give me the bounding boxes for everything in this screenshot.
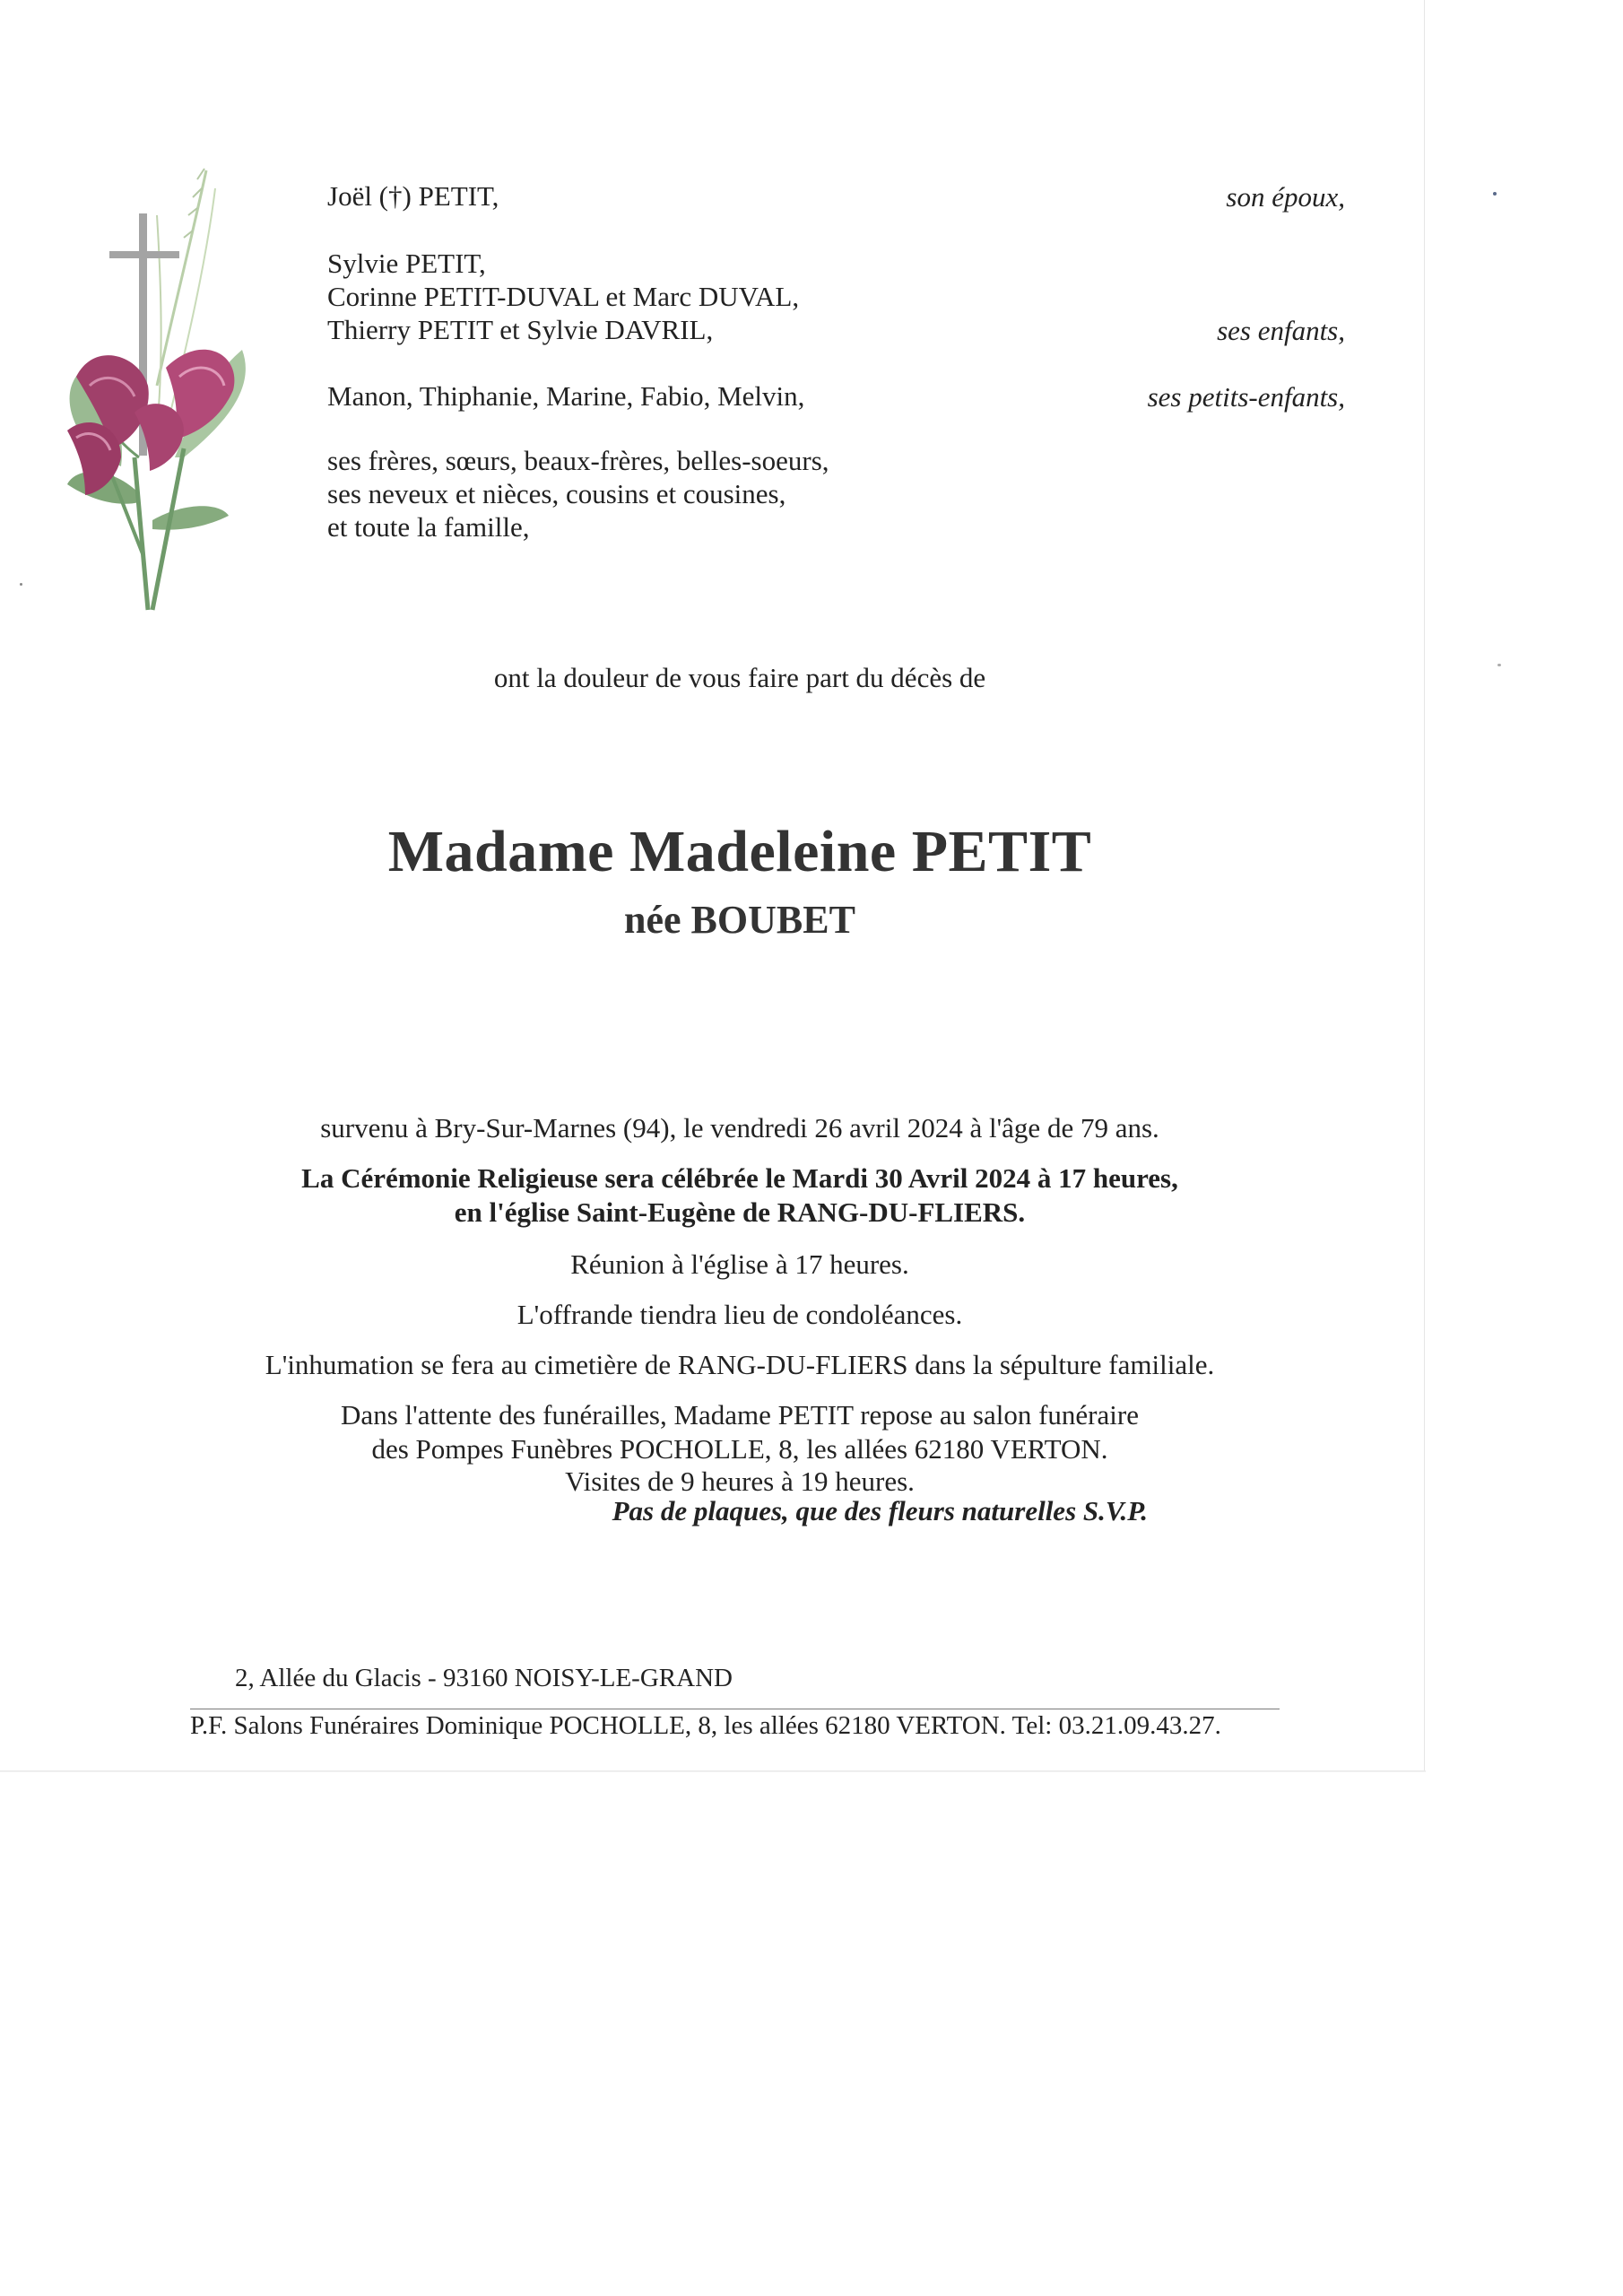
funeral-home-info: P.F. Salons Funéraires Dominique POCHOLLE, 8, les allées 62180 VERTON. Tel: 03.21.09.43.27.	[190, 1711, 1221, 1740]
scanner-background	[0, 1772, 1623, 2296]
children-relation: ses enfants,	[1217, 315, 1345, 346]
deceased-name: Madame Madeleine PETIT	[387, 819, 1092, 884]
rest-info-line: des Pompes Funèbres POCHOLLE, 8, les allées 62180 VERTON.	[371, 1433, 1108, 1465]
meeting-info: Réunion à l'église à 17 heures.	[570, 1248, 909, 1280]
maiden-name: née BOUBET	[624, 898, 855, 942]
scan-speck	[20, 583, 22, 586]
offering-info: L'offrande tiendra lieu de condoléances.	[516, 1299, 963, 1330]
spouse-relation: son époux,	[1226, 181, 1345, 213]
spouse-name: Joël (†) PETIT,	[327, 180, 499, 212]
other-relatives-line: ses frères, sœurs, beaux-frères, belles-soeurs,	[327, 445, 829, 476]
flowers-request: Pas de plaques, que des fleurs naturelles S.V.P.	[612, 1495, 1148, 1526]
scan-speck	[1497, 664, 1501, 666]
burial-info: L'inhumation se fera au cimetière de RANG-DU-FLIERS dans la sépulture familiale.	[265, 1349, 1215, 1380]
grandchildren-relation: ses petits-enfants,	[1147, 381, 1345, 413]
announcement-intro: ont la douleur de vous faire part du décès de	[493, 662, 986, 693]
grandchildren-names: Manon, Thiphanie, Marine, Fabio, Melvin,	[327, 380, 805, 412]
death-details: survenu à Bry-Sur-Marnes (94), le vendredi 26 avril 2024 à l'âge de 79 ans.	[320, 1112, 1159, 1144]
other-relatives-line: ses neveux et nièces, cousins et cousines,	[327, 478, 786, 509]
cross-and-calla-lily-icon	[49, 161, 273, 628]
rest-info-line: Dans l'attente des funérailles, Madame PETIT repose au salon funéraire	[341, 1399, 1139, 1431]
visiting-hours: Visites de 9 heures à 19 heures.	[565, 1465, 915, 1497]
ceremony-church: en l'église Saint-Eugène de RANG-DU-FLIERS.	[454, 1196, 1026, 1228]
other-relatives-line: et toute la famille,	[327, 511, 530, 543]
sheet-edge	[1424, 0, 1425, 1771]
child-name: Thierry PETIT et Sylvie DAVRIL,	[327, 314, 714, 345]
child-name: Sylvie PETIT,	[327, 248, 486, 279]
family-address: 2, Allée du Glacis - 93160 NOISY-LE-GRAND	[235, 1664, 733, 1692]
ceremony-line: La Cérémonie Religieuse sera célébrée le Mardi 30 Avril 2024 à 17 heures,	[301, 1162, 1178, 1194]
child-name: Corinne PETIT-DUVAL et Marc DUVAL,	[327, 281, 800, 312]
scan-speck	[1493, 192, 1497, 196]
